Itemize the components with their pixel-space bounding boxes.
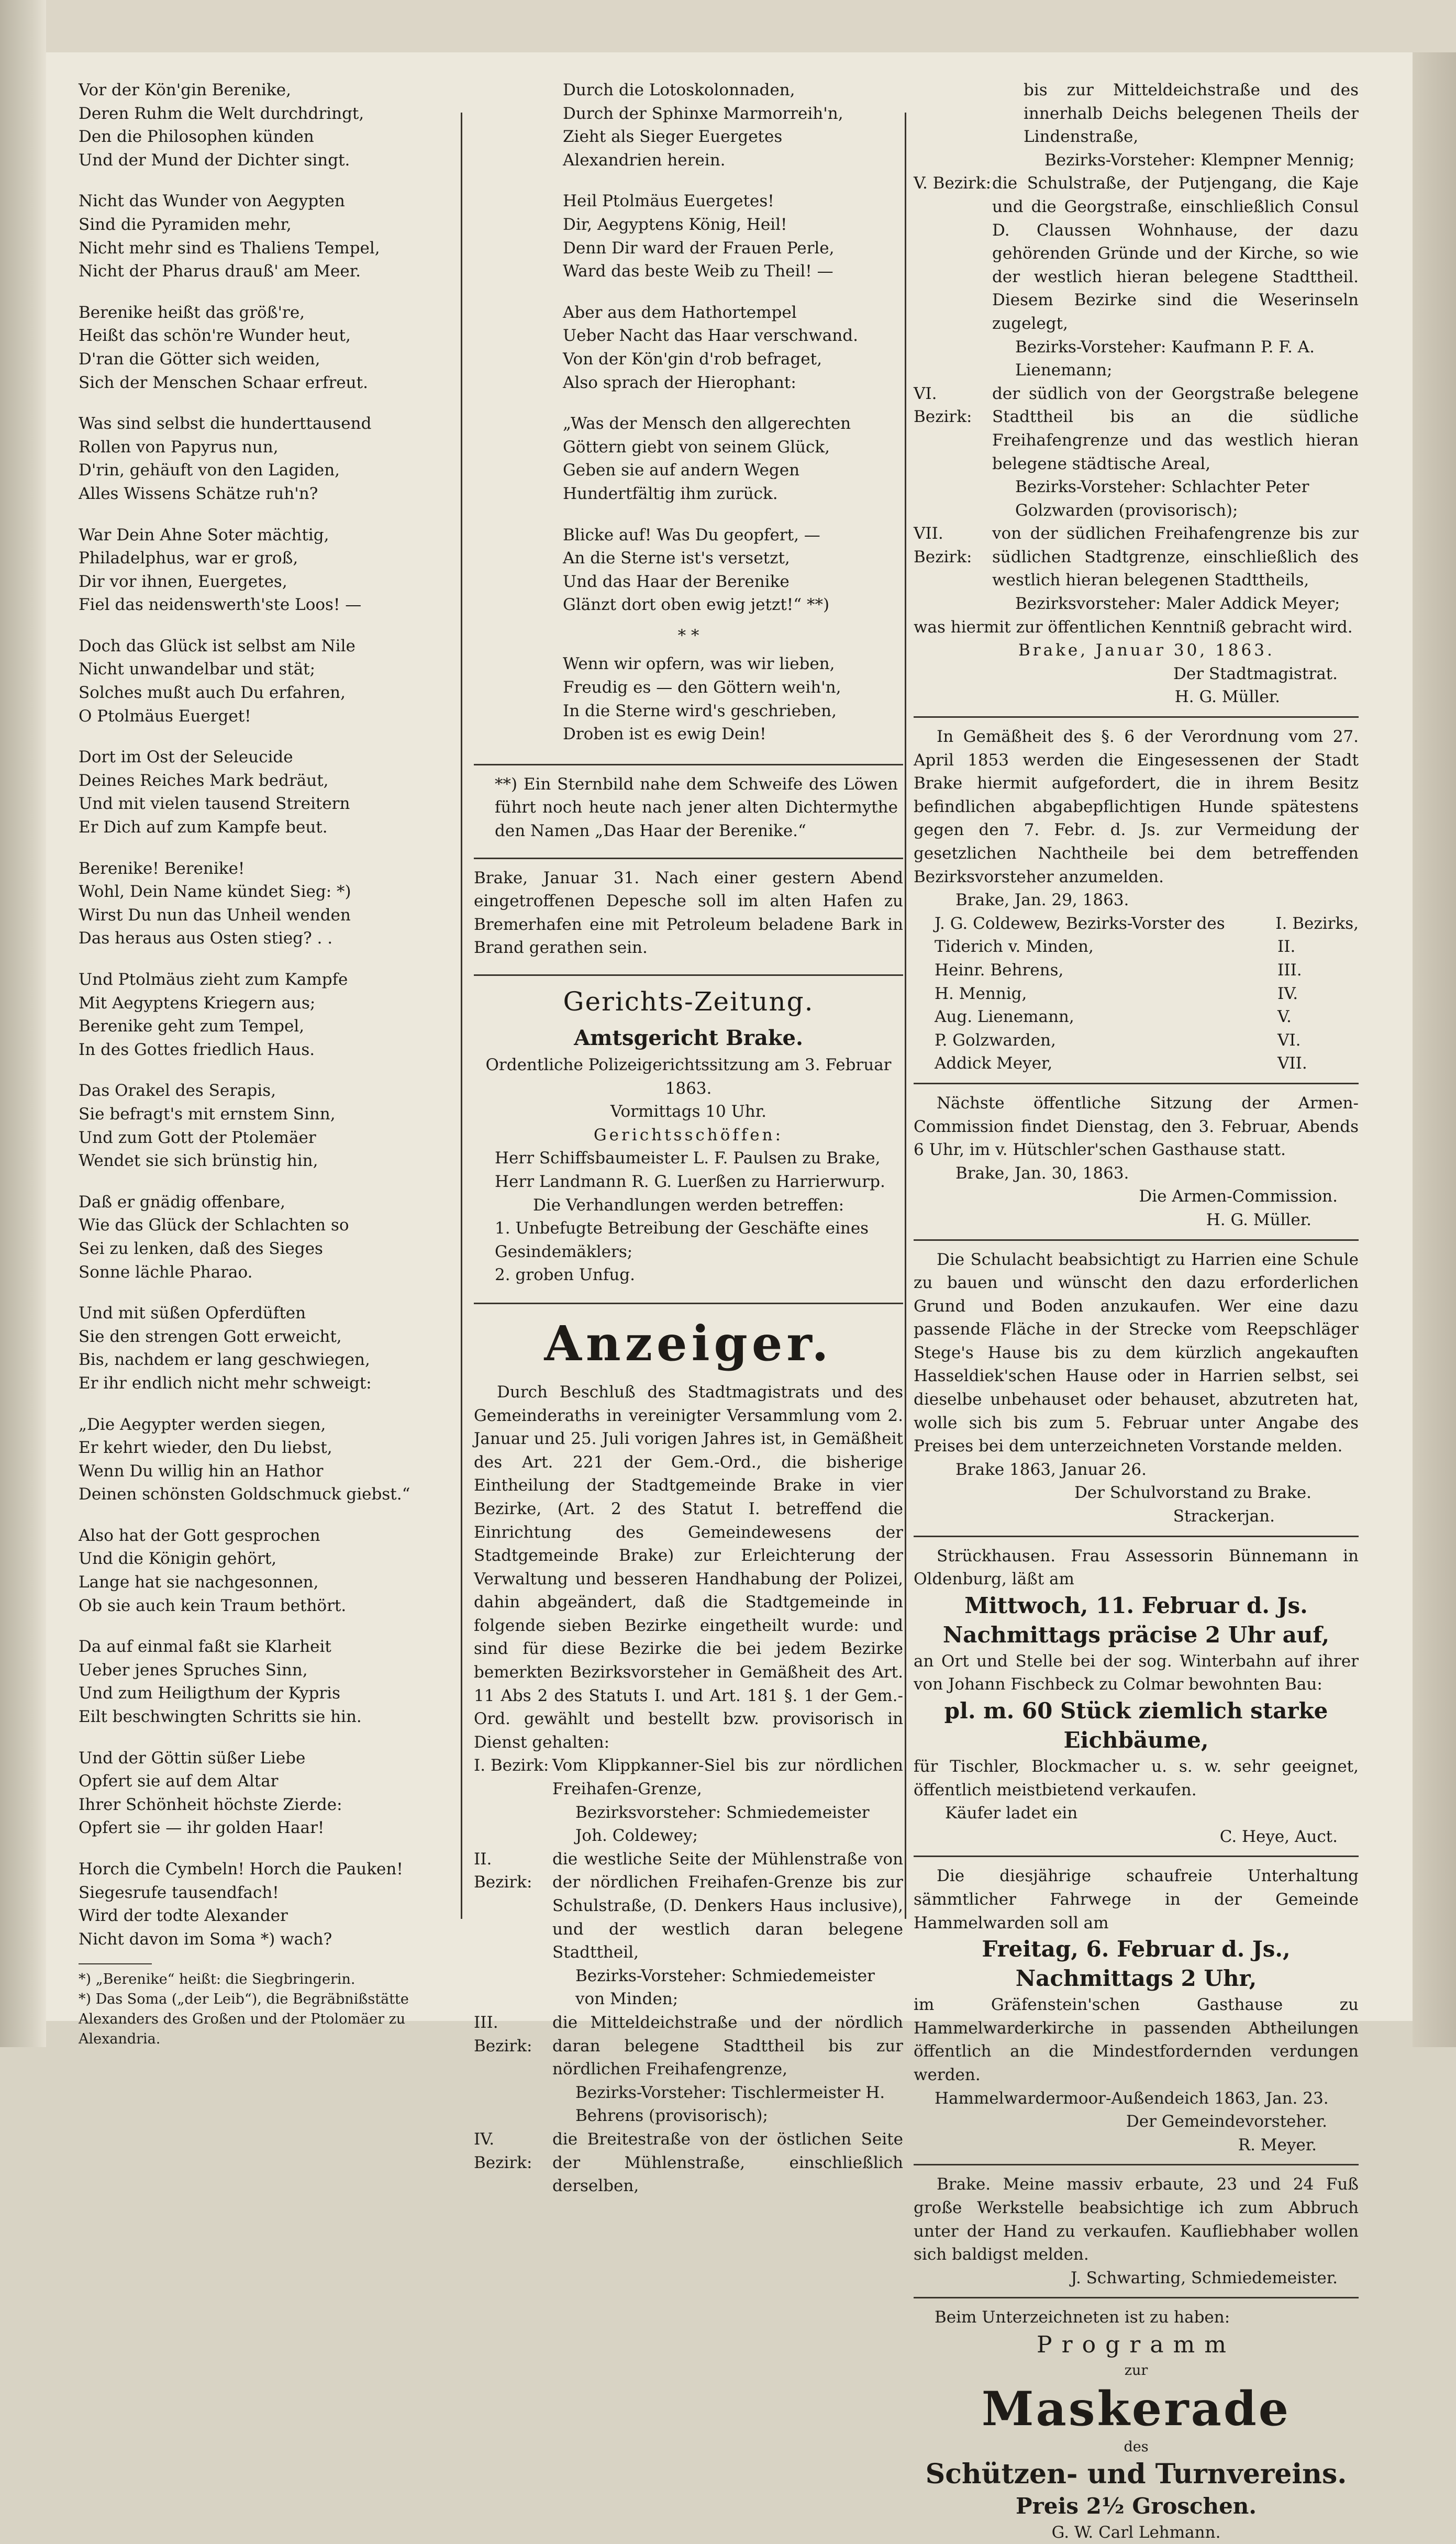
poem-line: Nicht das Wunder von Aegypten <box>79 192 345 211</box>
poem-line: Denn Dir ward der Frauen Perle, <box>563 238 835 258</box>
poem-line: Und die Königin gehört, <box>79 1549 277 1569</box>
poem-line: Göttern giebt von seinem Glück, <box>563 437 830 457</box>
poem-line: D'ran die Götter sich weiden, <box>79 349 320 369</box>
vorsteher-bezirk: VI. <box>1277 1030 1301 1050</box>
poem-footnote: **) Ein Sternbild nahe dem Schweife des Löwen führt noch heute nach jener alten Dichtermythe den Namen „Das Haar der Berenike.“ <box>495 774 898 841</box>
hunde-vorsteher-row <box>914 912 1359 936</box>
poem-line: Also sprach der Hierophant: <box>563 373 796 392</box>
notice-hunde: In Gemäßheit des §. 6 der Verordnung vom 27. April 1853 werden die Eingesessenen der Stadt Brake hiermit aufgefordert, die in ihrem Besitz befindlichen abgabepflichtigen Hunde spätestens gegen den 7. Febr. d. Js. zur Vermeidung der gesetzlichen Nachtheile bei dem betreffenden Bezirksvorsteher anzumelden. <box>914 727 1359 886</box>
poem-line: Ueber jenes Spruches Sinn, <box>79 1660 308 1680</box>
rule <box>914 1083 1359 1084</box>
hunde-vorsteher-row <box>914 935 1359 959</box>
poem-line: Also hat der Gott gesprochen <box>79 1526 320 1545</box>
bezirk-label: IV. Bezirk: <box>474 2129 532 2172</box>
haus-signature: J. Schwarting, Schmiedemeister. <box>1070 2268 1338 2287</box>
gericht-line: Die Verhandlungen werden betreffen: <box>532 1195 844 1215</box>
poem-line: Den die Philosophen künden <box>79 127 314 147</box>
vorsteher-name: Aug. Lienemann, <box>935 1007 1074 1027</box>
poem-line: Dort im Ost der Seleucide <box>79 748 293 767</box>
footnote-2: *) Das Soma („der Leib“), die Begräbnißstätte Alexanders des Großen und der Ptolomäer zu Alexandria. <box>79 1991 409 2048</box>
bezirk-vorsteher: Bezirks-Vorsteher: Klempner Mennig; <box>1044 150 1355 170</box>
bezirk-vorsteher: Bezirksvorsteher: Maler Addick Meyer; <box>1015 594 1340 614</box>
bezirk-label: VII. Bezirk: <box>914 524 972 566</box>
poem-line: Zieht als Sieger Euergetes <box>563 127 783 147</box>
wege-time: Nachmittags 2 Uhr, <box>1015 1965 1257 1992</box>
bezirk-vorsteher: Bezirks-Vorsteher: Schlachter Peter Golzwarden (provisorisch); <box>1015 477 1309 520</box>
poem-line: Berenike heißt das größ're, <box>79 303 305 322</box>
bezirk-row <box>914 172 1359 382</box>
maskerade-heading: Maskerade <box>981 2381 1291 2437</box>
poem-line: Solches mußt auch Du erfahren, <box>79 683 346 703</box>
poem-stanza <box>79 1079 445 1172</box>
auktion-signature: C. Heye, Auct. <box>1219 1827 1338 1846</box>
poem-line: War Dein Ahne Soter mächtig, <box>79 525 329 545</box>
notice-hunde-date: Brake, Jan. 29, 1863. <box>955 891 1129 910</box>
gericht-line: Gerichtsschöffen: <box>593 1125 784 1145</box>
hunde-vorsteher-row <box>914 1005 1359 1029</box>
poem-line: Berenike geht zum Tempel, <box>79 1017 305 1036</box>
rule <box>914 2297 1359 2298</box>
notice-armen-date: Brake, Jan. 30, 1863. <box>955 1163 1129 1183</box>
poem-stanza <box>79 190 445 283</box>
poem-line: O Ptolmäus Euerget! <box>79 706 251 726</box>
poem-line: Und der Mund der Dichter singt. <box>79 150 350 170</box>
vorsteher-name: Heinr. Behrens, <box>935 960 1064 980</box>
poem-line: Berenike! Berenike! <box>79 859 245 878</box>
poem-stanza <box>79 1191 445 1284</box>
bezirk-label: V. Bezirk: <box>914 174 992 193</box>
bezirk-date: Brake, Januar 30, 1863. <box>1018 641 1275 660</box>
bezirk-description <box>992 522 1359 615</box>
auktion-text: für Tischler, Blockmacher u. s. w. sehr geeignet, öffentlich meistbietend verkaufen. <box>914 1757 1359 1799</box>
poem-line: Und mit vielen tausend Streitern <box>79 794 350 814</box>
poem-line: Wendet sie sich brünstig hin, <box>79 1151 318 1171</box>
poem-line: Von der Kön'gin d'rob befraget, <box>563 349 822 369</box>
poem-line: Durch die Lotoskolonnaden, <box>563 81 795 99</box>
bezirk-label: VI. Bezirk: <box>914 384 972 427</box>
gericht-line: 2. groben Unfug. <box>495 1265 635 1285</box>
bezirk-text: die Mitteldeichstraße und der nördlich daran belegene Stadttheil bis zur nördlichen Freihafengrenze, <box>552 2013 903 2079</box>
poem-line: Horch die Cymbeln! Horch die Pauken! <box>79 1860 403 1879</box>
poem-line: Heil Ptolmäus Euergetes! <box>563 192 774 211</box>
auktion-item: pl. m. 60 Stück ziemlich starke <box>944 1698 1328 1724</box>
bezirk-row <box>474 1848 903 2011</box>
column-rule-left <box>461 113 462 1919</box>
programm-des: des <box>1124 2438 1149 2455</box>
bezirk-label: III. Bezirk: <box>474 2013 532 2056</box>
bezirk-text: der südlich von der Georgstraße belegene Stadttheil bis an die südliche Freihafengrenze und das westlich hieran belegene städtische Areal, <box>992 384 1359 473</box>
rule <box>914 1536 1359 1537</box>
rule <box>474 1303 903 1304</box>
gericht-line: Ordentliche Polizeigerichtssitzung am 3. Februar 1863. <box>485 1056 892 1098</box>
bezirk-signature: H. G. Müller. <box>1174 687 1280 707</box>
poem-stanza <box>79 857 445 950</box>
amtsgericht-heading: Amtsgericht Brake. <box>574 1026 803 1050</box>
bezirk-row <box>474 2128 903 2198</box>
vorsteher-name: H. Mennig, <box>935 984 1027 1003</box>
bezirk-label: I. Bezirk: <box>474 1756 549 1775</box>
poem-line: Deinen schönsten Goldschmuck giebst.“ <box>79 1485 410 1504</box>
vorsteher-bezirk: II. <box>1277 937 1296 957</box>
poem-line: Das heraus aus Osten stieg? . . <box>79 929 333 948</box>
poem-line: Dir, Aegyptens König, Heil! <box>563 215 787 234</box>
poem-line: Er kehrt wieder, den Du liebst, <box>79 1438 332 1458</box>
poem-stanza <box>79 1635 445 1728</box>
poem-stanza <box>563 652 903 746</box>
poem-line: Dir vor ihnen, Euergetes, <box>79 572 287 591</box>
bezirk-vorsteher: Bezirks-Vorsteher: Schmiedemeister von Minden; <box>575 1966 875 2009</box>
binding-gutter <box>0 0 46 2047</box>
schule-signature: Strackerjan. <box>1173 1507 1275 1526</box>
poem-stanzas <box>79 79 445 1951</box>
poem-line: Nicht mehr sind es Thaliens Tempel, <box>79 238 380 258</box>
programm-heading: Programm <box>1036 2331 1236 2358</box>
anzeiger-intro: Durch Beschluß des Stadtmagistrats und des Gemeinderaths in vereinigter Versammlung vom 2. Januar und 25. Juli vorigen Jahres ist, in Gemäßheit des Art. 221 der Gem.-Ord., die bisherige Eintheilung der Stadtgemeinde Brake in vier Bezirke, (Art. 2 des Statut I. betreffend die Einrichtung des Gemeindewesens der Stadtgemeinde Brake) zur Erleichterung der Verwaltung und besseren Handhabung der Polizei, dahin abgeändert, daß die Stadtgemeinde in folgende sieben Bezirke eingetheilt wurde: und sind für diese Bezirke die bei jedem Bezirke bemerkten Bezirksvorsteher in Gemäßheit des Art. 11 Abs 2 des Statuts I. und Art. 181 §. 1 der Gem.-Ord. gewählt und bestellt bzw. provisorisch in Dienst gehalten: <box>474 1382 903 1752</box>
gericht-line: Herr Schiffsbaumeister L. F. Paulsen zu Brake, <box>495 1149 881 1168</box>
bezirk-description <box>552 1754 903 1847</box>
rule <box>474 764 903 765</box>
programm-zur: zur <box>1124 2362 1148 2379</box>
wege-place-date: Hammelwardermoor-Außendeich 1863, Jan. 23. <box>935 2088 1329 2108</box>
poem-line: Hundertfältig ihm zurück. <box>563 484 778 503</box>
bezirk-vorsteher: Bezirks-Vorsteher: Tischlermeister H. Behrens (provisorisch); <box>575 2083 885 2126</box>
poem-line: Ob sie auch kein Traum bethört. <box>79 1596 347 1615</box>
rule <box>914 2164 1359 2165</box>
footnote-1: *) „Berenike“ heißt: die Siegbringerin. <box>79 1971 355 1988</box>
bezirke-list-continued <box>914 172 1359 615</box>
poem-line: Eilt beschwingten Schritts sie hin. <box>79 1707 362 1727</box>
programm-intro: Beim Unterzeichneten ist zu haben: <box>935 2308 1230 2327</box>
wege-text: im Gräfenstein'schen Gasthause zu Hammelwarderkirche in passenden Abtheilungen öffentlich an die Mindestfordernden verdungen werden. <box>914 1995 1359 2084</box>
poem-line: Mit Aegyptens Kriegern aus; <box>79 993 316 1013</box>
poem-line: Alexandrien herein. <box>563 150 726 170</box>
poem-line: Nicht der Pharus drauß' am Meer. <box>79 262 361 281</box>
wege-text: Die diesjährige schaufreie Unterhaltung sämmtlicher Fahrwege in der Gemeinde Hammelwarden soll am <box>914 1867 1359 1932</box>
column-poem-left <box>79 79 445 2049</box>
poem-line: Er Dich auf zum Kampfe beut. <box>79 818 328 837</box>
notice-schule: Die Schulacht beabsichtigt zu Harrien eine Schule zu bauen und wünscht den dazu erforderlichen Grund und Boden anzukaufen. Wer eine dazu passende Fläche in der Strecke vom Reepschläger Stege's Hause bis zu dem kürzlich angekauften Hasseldiek'schen Hause oder in Harrien selbst, sei dieselbe unbehauset oder behauset, abzutreten hat, wolle sich bis zum 5. Februar unter Angabe des Preises bei dem unterzeichneten Vorstande melden. <box>914 1250 1359 1456</box>
poem-line: „Was der Mensch den allgerechten <box>563 414 851 434</box>
haus-text: Brake. Meine massiv erbaute, 23 und 24 Fuß große Werkstelle beabsichtige ich zum Abbruch unter der Hand zu verkaufen. Kaufliebhaber wollen sich baldigst melden. <box>914 2175 1359 2264</box>
auktion-date: Mittwoch, 11. Februar d. Js. <box>964 1592 1308 1618</box>
poem-line: Sonne lächle Pharao. <box>79 1262 253 1282</box>
poem-line: Opfert sie auf dem Altar <box>79 1772 279 1791</box>
hunde-vorsteher-row <box>914 1029 1359 1052</box>
poem-stanza <box>79 746 445 839</box>
poem-stanza <box>79 968 445 1061</box>
poem-line: Doch das Glück ist selbst am Nile <box>79 636 355 656</box>
anzeiger-heading: Anzeiger. <box>544 1315 833 1372</box>
poem-line: Nicht unwandelbar und stät; <box>79 660 316 679</box>
poem-line: Rollen von Papyrus nun, <box>79 437 279 457</box>
poem-stanza <box>79 1302 445 1395</box>
notice-armen: Nächste öffentliche Sitzung der Armen-Commission findet Dienstag, den 3. Februar, Abends 6 Uhr, im v. Hütschler'schen Gasthause statt. <box>914 1093 1359 1160</box>
poem-line: Freudig es — den Göttern weih'n, <box>563 678 841 697</box>
poem-line: Bis, nachdem er lang geschwiegen, <box>79 1350 370 1370</box>
schule-signature: Der Schulvorstand zu Brake. <box>1074 1483 1311 1503</box>
poem-stanza <box>79 524 445 617</box>
rule <box>914 1239 1359 1241</box>
bezirk-description <box>552 2011 903 2128</box>
poem-line: Das Orakel des Serapis, <box>79 1081 276 1101</box>
poem-line: Vor der Kön'gin Berenike, <box>79 81 291 99</box>
vorsteher-bezirk: III. <box>1277 960 1302 980</box>
poem-line: Und mit süßen Opferdüften <box>79 1304 306 1323</box>
poem-stanza <box>79 1858 445 1951</box>
bezirk-text: die westliche Seite der Mühlenstraße von der nördlichen Freihafen-Grenze bis zur Schulstraße, (D. Denkers Haus inclusive), und der westlich daran belegene Stadttheil, <box>552 1849 903 1962</box>
vorsteher-bezirk: V. <box>1277 1007 1292 1027</box>
bezirk-description <box>992 172 1359 382</box>
poem-line: Ward das beste Weib zu Theil! — <box>563 262 833 281</box>
poem-stanza <box>79 635 445 728</box>
poem-line: Wie das Glück der Schlachten so <box>79 1216 349 1235</box>
poem-stanza <box>79 412 445 505</box>
poem-stanza <box>563 524 903 617</box>
poem-stanza <box>79 79 445 172</box>
news-brake: Brake, Januar 31. Nach einer gestern Abend eingetroffenen Depesche soll im alten Hafen zu Bremerhafen eine mit Petroleum beladene Bark in Brand gerathen sein. <box>474 868 903 958</box>
poem-line: Heißt das schön're Wunder heut, <box>79 326 351 346</box>
poem-line: An die Sterne ist's versetzt, <box>563 549 790 568</box>
poem-line: Opfert sie — ihr golden Haar! <box>79 1818 325 1838</box>
auktion-item: Eichbäume, <box>1063 1727 1209 1753</box>
poem-line: Glänzt dort oben ewig jetzt!“ **) <box>563 595 830 615</box>
poem-stanza <box>563 412 903 505</box>
poem-stanza <box>563 190 903 283</box>
column-middle <box>474 79 903 2198</box>
poem-line: „Die Aegypter werden siegen, <box>79 1415 326 1434</box>
programm-signature: G. W. Carl Lehmann. <box>1051 2523 1221 2542</box>
poem-line: Lange hat sie nachgesonnen, <box>79 1573 319 1592</box>
vorsteher-name: J. G. Coldewew, Bezirks-Vorster des <box>935 914 1225 933</box>
poem-line: Was sind selbst die hunderttausend <box>79 414 372 434</box>
bezirk-vorsteher: Bezirksvorsteher: Schmiedemeister Joh. Coldewey; <box>575 1803 870 1846</box>
auktion-time: Nachmittags präcise 2 Uhr auf, <box>942 1621 1330 1648</box>
poem-line: Sich der Menschen Schaar erfreut. <box>79 373 368 392</box>
poem-line: Sie befragt's mit ernstem Sinn, <box>79 1104 336 1124</box>
poem-line: Nicht davon im Soma *) wach? <box>79 1929 332 1949</box>
poem-line: Wenn wir opfern, was wir lieben, <box>563 654 835 674</box>
vorsteher-name: Addick Meyer, <box>935 1054 1053 1073</box>
poem-line: Und zum Gott der Ptolemäer <box>79 1128 316 1147</box>
poem-final-stanza <box>474 652 903 746</box>
vorsteher-name: P. Golzwarden, <box>935 1030 1056 1050</box>
bezirk-label: II. Bezirk: <box>474 1849 532 1892</box>
bezirk-signature: Der Stadtmagistrat. <box>1173 664 1338 683</box>
vorsteher-bezirk: I. Bezirks, <box>1275 914 1359 933</box>
bezirk-row <box>914 382 1359 523</box>
poem-line: Und zum Heiligthum der Kypris <box>79 1684 340 1703</box>
poem-stanza <box>563 79 903 172</box>
rule <box>914 716 1359 718</box>
poem-line: Siegesrufe tausendfach! <box>79 1883 279 1902</box>
poem-line: Wohl, Dein Name kündet Sieg: *) <box>79 882 351 902</box>
armen-signature: Die Armen-Commission. <box>1139 1187 1338 1206</box>
poem-line: Deren Ruhm die Welt durchdringt, <box>79 104 364 123</box>
bezirk-vorsteher: Bezirks-Vorsteher: Kaufmann P. F. A. Lienemann; <box>1015 337 1315 380</box>
poem-stanza <box>79 301 445 394</box>
poem-line: In die Sterne wird's geschrieben, <box>563 701 837 720</box>
poem-stanzas-continued <box>474 79 903 617</box>
vorsteher-bezirk: VII. <box>1277 1054 1307 1073</box>
poem-line: Deines Reiches Mark bedräut, <box>79 771 329 790</box>
bezirk-text: Vom Klippkanner-Siel bis zur nördlichen Freihafen-Grenze, <box>552 1756 903 1799</box>
poem-line: Geben sie auf andern Wegen <box>563 461 800 480</box>
poem-line: Da auf einmal faßt sie Klarheit <box>79 1637 331 1657</box>
poem-line: Alles Wissens Schätze ruh'n? <box>79 484 318 503</box>
poem-line: Durch der Sphinxe Marmorreih'n, <box>563 104 843 123</box>
poem-line: Sind die Pyramiden mehr, <box>79 215 292 234</box>
vorsteher-name: Tiderich v. Minden, <box>935 937 1094 957</box>
bezirke-list <box>474 1754 903 2197</box>
hunde-vorsteher-row <box>914 959 1359 982</box>
poem-line: Ihrer Schönheit höchste Zierde: <box>79 1795 342 1814</box>
rule <box>474 858 903 859</box>
verein-heading: Schützen- und Turnvereins. <box>925 2458 1347 2490</box>
bezirk-row <box>914 522 1359 615</box>
poem-line: Wirst Du nun das Unheil wenden <box>79 905 351 925</box>
gericht-line: Herr Landmann R. G. Luerßen zu Harrierwurp. <box>495 1172 885 1191</box>
gerichts-zeitung-heading: Gerichts-Zeitung. <box>563 986 814 1017</box>
auktion-intro: Strückhausen. Frau Assessorin Bünnemann in Oldenburg, läßt am <box>914 1546 1359 1589</box>
poem-stanza <box>79 1413 445 1506</box>
poem-line: Sie den strengen Gott erweicht, <box>79 1327 342 1346</box>
wege-signature: Der Gemeindevorsteher. <box>1126 2112 1327 2131</box>
poem-line: Blicke auf! Was Du geopfert, — <box>563 525 820 545</box>
bezirk-description <box>552 2128 903 2198</box>
bezirk-text: die Schulstraße, der Putjengang, die Kaje und die Georgstraße, einschließlich Consul D. Claussen Wohnhause, der dazu gehörenden Gründe und der Kirche, so wie der westlich hieran belegene Stadttheil. Diesem Bezirke sind die Weserinseln zugelegt, <box>992 174 1359 333</box>
wege-signature: R. Meyer. <box>1238 2135 1317 2154</box>
bezirk-row <box>474 2011 903 2128</box>
bezirk-description <box>992 382 1359 523</box>
hunde-vorsteher-row <box>914 1052 1359 1075</box>
gericht-line: 1. Unbefugte Betreibung der Geschäfte eines Gesindemäklers; <box>495 1219 869 1261</box>
poem-line: Wenn Du willig hin an Hathor <box>79 1461 324 1481</box>
armen-signature: H. G. Müller. <box>1206 1210 1311 1229</box>
bezirk-description <box>552 1848 903 2011</box>
poem-stanza <box>79 1747 445 1840</box>
programm-preis: Preis 2½ Groschen. <box>1016 2493 1257 2519</box>
poem-line: Droben ist es ewig Dein! <box>563 725 766 744</box>
poem-line: D'rin, gehäuft von den Lagiden, <box>79 461 340 480</box>
poem-line: Fiel das neidenswerth'ste Loos! — <box>79 595 362 615</box>
hunde-vorsteher-row <box>914 982 1359 1006</box>
poem-line: Aber aus dem Hathortempel <box>563 303 797 322</box>
poem-line: Er ihr endlich nicht mehr schweigt: <box>79 1373 372 1393</box>
rule <box>474 974 903 976</box>
notice-schule-date: Brake 1863, Januar 26. <box>955 1460 1147 1479</box>
poem-line: Und der Göttin süßer Liebe <box>79 1748 306 1768</box>
gericht-line: Vormittags 10 Uhr. <box>610 1102 766 1121</box>
bezirk-row <box>474 1754 903 1847</box>
footnote-divider <box>79 1963 152 1964</box>
bezirk-end: was hiermit zur öffentlichen Kenntniß gebracht wird. <box>914 617 1353 637</box>
poem-line: Sei zu lenken, daß des Sieges <box>79 1239 323 1258</box>
vorsteher-bezirk: IV. <box>1277 984 1298 1003</box>
poem-line: Philadelphus, war er groß, <box>79 549 298 568</box>
poem-line: Und Ptolmäus zieht zum Kampfe <box>79 970 348 989</box>
poem-line: Wird der todte Alexander <box>79 1906 288 1926</box>
hunde-vorsteher-list <box>914 912 1359 1075</box>
bezirk-continued: bis zur Mitteldeichstraße und des innerhalb Deichs belegenen Theils der Lindenstraße, <box>1024 81 1359 147</box>
wege-date: Freitag, 6. Februar d. Js., <box>982 1936 1291 1962</box>
poem-stanza <box>563 301 903 394</box>
poem-line: Ueber Nacht das Haar verschwand. <box>563 326 858 346</box>
poem-stanza <box>79 1524 445 1617</box>
page-top-edge <box>46 0 1456 52</box>
auktion-kaeufer: Käufer ladet ein <box>945 1804 1078 1823</box>
bezirk-text: von der südlichen Freihafengrenze bis zur südlichen Stadtgrenze, einschließlich des westlich hieran belegenen Stadttheils, <box>992 524 1359 590</box>
poem-line: Daß er gnädig offenbare, <box>79 1192 286 1212</box>
column-rule-right <box>905 113 906 1919</box>
stanza-separator: * * <box>677 626 699 645</box>
poem-line: In des Gottes friedlich Haus. <box>79 1040 315 1059</box>
column-right <box>914 79 1359 2544</box>
page-right-edge <box>1413 52 1456 2047</box>
rule <box>914 1856 1359 1857</box>
auktion-text: an Ort und Stelle bei der sog. Winterbahn auf ihrer von Johann Fischbeck zu Colmar bewohnten Bau: <box>914 1651 1359 1694</box>
bezirk-text: die Breitestraße von der östlichen Seite der Mühlenstraße, einschließlich derselben, <box>552 2129 903 2196</box>
poem-line: Und das Haar der Berenike <box>563 572 790 591</box>
